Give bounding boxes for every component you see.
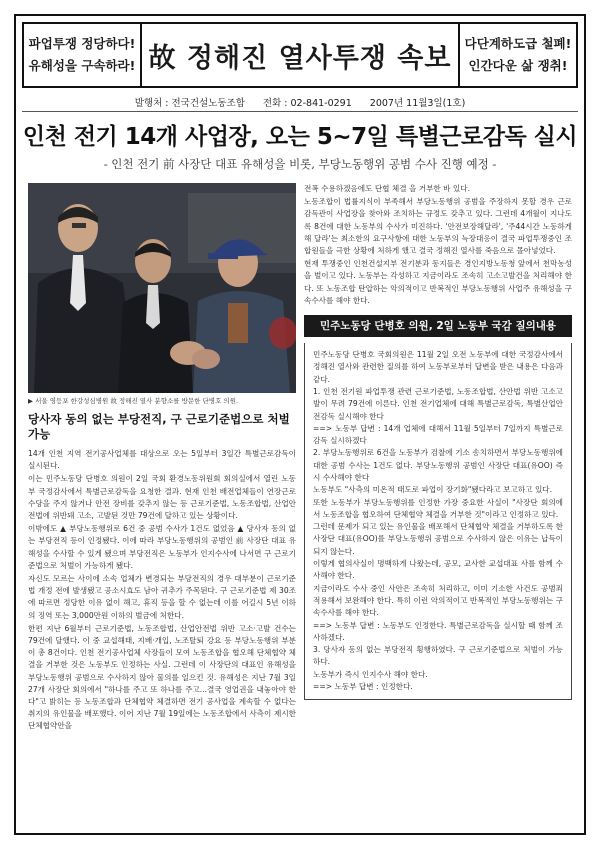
right-slogan-box: [458, 24, 576, 86]
inquiry-paragraph: ==> 노동부 답변 : 14개 업체에 대해서 11월 5일부터 7일까지 특별근로감독 실시하겠다: [313, 423, 563, 446]
inquiry-paragraph: 그런데 문제가 되고 있는 유인물을 배포해서 단체협약 체결을 거부하도록 한 사장단 대표(유OO)를 부당노동행위 공범으로 수사하지 않은 이유는 납득이 되지 않는다.: [313, 522, 563, 556]
right-paragraph: 전폭 수용하겠음에도 단협 체결 을 거부한 바 있다.: [304, 184, 471, 193]
masthead: [22, 22, 578, 88]
right-paragraph: 현재 투쟁중인 인천건설지부 전기분과 동지들은 경인지방노동청 앞에서 천막농성을 벌이고 있다. 노동부는 각성하고 지금이라도 조속히 고소고발건을 처리해야 한다. 또 노동조합 탄압하는 악의적이고 반복적인 부당노동행위 사업주 유해성을 구속수사를 해야 한다.: [304, 259, 572, 305]
inquiry-paragraph: 노동부가 즉시 인지수사 해야 한다.: [313, 669, 428, 679]
inquiry-box: [304, 343, 572, 700]
left-article-heading: 당사자 동의 없는 부당전직, 구 근로기준법으로 처벌 가능: [28, 412, 290, 441]
left-paragraph: 14개 인천 지역 전기공사업체를 대상으로 오는 5일부터 3일간 특별근로감독이 실시된다.: [28, 449, 296, 471]
news-photo: [28, 183, 296, 393]
left-paragraph: 이밖에도 ▲ 부당노동행위로 6건 중 공범 수사가 1건도 없었음 ▲ 당사자 동의 없는 부당전직 등이 인정됐다. 이에 따라 부당노동행위의 공범인 前 사장단 대표 유해성을 수사할 수 있게 됐으며 부당전직은 노동부가 인지수사에 나서면 구 근로기준법으로 처벌이 가능하게 됐다.: [28, 524, 296, 570]
photo-illustration: [28, 183, 296, 393]
inquiry-paragraph: 1. 인천 전기원 파업투쟁 관련 근로기준법, 노동조합법, 산안법 위반 고소고발이 무려 79건에 이른다. 인천 전기업체에 대해 특별근로감독, 특별산업안전감독 실시해야 한다: [313, 386, 563, 421]
right-paragraph: 노동조합이 법률지식이 부족해서 부당노동행위 공범을 주장하지 못할 경우 근로감독관이 사업장을 찾아와 조치하는 규정도 갖추고 있다. 그런데 4개월이 지나도록 8건에 대한 노동부의 수사가 미진하다. '안전보장해달라', '주44시간 노동하게 해 달라'는 최소한의 요구사항에 대한 노동부의 늑장대응이 결국 파업투쟁중인 조합원들을 극한 상황에 처하게 했고 결국 정해진 열사를 죽음으로 몰아넣었다.: [304, 197, 572, 256]
left-slogan-2: 유해성을 구속하라!: [28, 58, 136, 73]
left-article: [28, 412, 296, 734]
publisher: 발행처 : 전국건설노동조합: [134, 98, 245, 109]
inquiry-paragraph: 2. 부당노동행위로 6건을 노동부가 검찰에 기소 송치하면서 부당노동행위에 대한 공범 수사는 1건도 없다. 부당노동행위 공범인 사장단 대표(유OO) 즉시 수사해야 한다: [313, 448, 563, 482]
left-slogan-box: [24, 24, 142, 86]
newsletter-title: 故 정해진 열사투쟁 속보: [148, 42, 452, 74]
left-paragraph: 자신도 모르는 사이에 소속 업체가 변경되는 부당전직의 경우 대부분이 근로기준법 개정 전에 발생됐고 공소시효도 남아 귀추가 주목된다. 구 근로기준법 제 30조에 따르면 정당한 이유 없이 해고, 휴직 등을 할 수 없는데 이를 어길시 5년 이하의 징역 또는 3,000만원 이하의 벌금에 처한다.: [28, 574, 296, 620]
inquiry-paragraph: ==> 노동부 답변 : 노동부도 인정한다. 특별근로감독을 실시할 때 함께 조사하겠다.: [313, 620, 563, 642]
right-slogan-1: 다단계하도급 철폐!: [464, 36, 572, 51]
issue-info: [22, 92, 578, 112]
photo-caption: ▶ 서울 영등포 한강성심병원 故 정해진 열사 분향소를 방문한 단병호 의원.: [28, 397, 239, 405]
phone: 전화 : 02-841-0291: [262, 98, 352, 109]
inquiry-paragraph: 또한 노동부가 부당노동행위를 인정한 가장 중요한 사실이 "사장단 회의에서 노동조합을 협오하여 단체협약 체결을 거부한 것"이라고 인정하고 있다.: [313, 497, 563, 519]
inquiry-box-heading: 민주노동당 단병호 의원, 2일 노동부 국감 질의내용: [304, 315, 572, 337]
left-paragraph: 한편 지난 6월부터 근로기준법, 노동조합법, 산업안전법 위반 고소·고발 건수는 79건에 달했다. 이 중 교섭해태, 지배·개입, 노조탈퇴 강요 등 부당노동행위 부분이 총 8건이다. 인천 전기공사업체 사장들이 모여 노동조합을 협오해 단체협약 체결을 거부한 것은 노동부도 인정하는 사실. 그런데 이 사장단의 대표인 유해성을 부당노동행위 공범으로 수사하지 않아 물의를 일으킨 것. 유해성은 지난 7월 3일 27개 사장단 회의에서 "하나를 주고 또 하나를 주고...결국 영업권을 내놓아야 한다"고 밝히는 등 노동조합과 단체협약 체결하면 전기 공사업을 계속할 수 없다는 취지의 유인물을 배포했다. 이어 지난 7월 19일에는 노동조합에서 사측이 제시한 단체협약안을: [28, 623, 296, 731]
issue-date: 2007년 11월3일(1호): [369, 98, 466, 109]
inquiry-paragraph: 지금이라도 수사 중인 사안은 조속히 처리하고, 이미 기소한 사건도 공범죄 적용해서 보완해야 한다. 특히 이런 악의적이고 반복적인 부당노동행위는 구속수사를 해야 한다.: [313, 583, 563, 618]
subheadline: - 인천 전기 前 사장단 대표 유해성을 비롯, 부당노동행위 공범 수사 진행 예정 -: [103, 157, 497, 171]
left-slogan-1: 파업투쟁 정당하다!: [28, 36, 136, 51]
right-slogan-2: 인간다운 삶 쟁취!: [468, 58, 568, 73]
inquiry-paragraph: 노동부도 "사측의 미온적 태도로 파업이 장기화"됐다라고 보고하고 있다.: [313, 485, 553, 495]
inquiry-paragraph: 이렇게 협의사실이 명백하게 나왔는데, 공모, 교사한 교섭대표 사를 함께 수사해야 한다.: [313, 559, 563, 581]
headline: 인천 전기 14개 사업장, 오는 5~7일 특별근로감독 실시: [22, 124, 578, 150]
inquiry-paragraph: ==> 노동부 답변 : 인정한다.: [313, 682, 413, 692]
inquiry-paragraph: 민주노동당 단병호 국회의원은 11월 2일 오전 노동부에 대한 국정감사에서 정해진 열사와 관련한 질의를 하여 노동부로부터 답변을 받은 내용은 다음과 같다.: [313, 350, 563, 384]
right-article: [304, 183, 572, 700]
left-paragraph: 이는 민주노동당 단병호 의원이 2일 국회 환경노동위원회 회의실에서 열린 노동부 국정감사에서 특별근로감독을 요청한 결과. 현재 인천 배전업체들이 연장근로수당을 주지 않거나 안전 장비를 갖추지 않는 등 근로기준법, 노동조합법, 산업안전법에 위반돼 고소, 고발된 것만 79건에 달하고 있는 상황이다.: [28, 474, 296, 521]
inquiry-paragraph: 3. 당사자 동의 없는 부당전직 횡행하였다. 구 근로기준법으로 처벌이 가능하다.: [313, 645, 563, 667]
